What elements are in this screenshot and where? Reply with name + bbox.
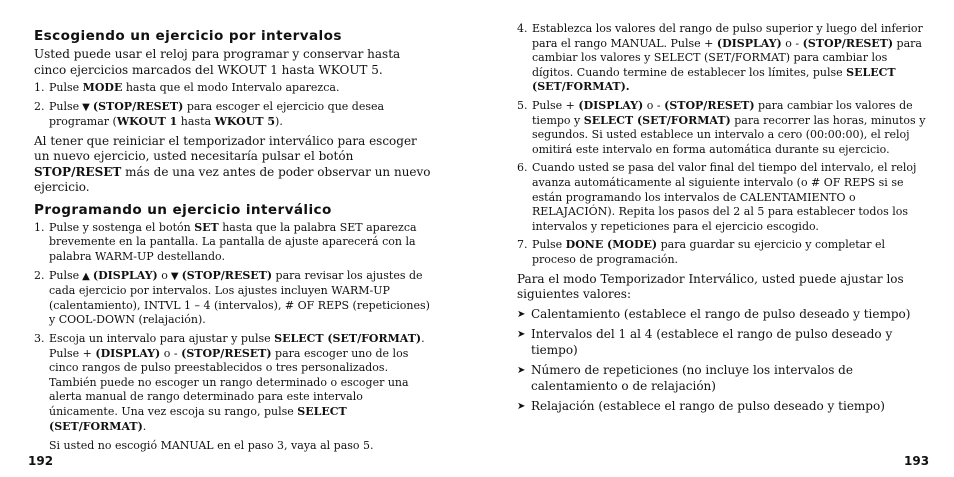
- steps-list-choosing: [34, 81, 434, 130]
- up-triangle-icon: ▲: [82, 270, 90, 282]
- list-item: 7. Pulse DONE (MODE) para guardar su ejercicio y completar el proceso de programación.: [517, 238, 885, 266]
- list-item: 6. Cuando usted se pasa del valor final del tiempo del intervalo, el reloj avanza automáticamente al siguiente intervalo (o # OF REPS si se están programando los intervalos de CALENTAMIENTO o RELAJACIÓN). Repita los pasos del 2 al 5 para establecer todos los intervalos y repeticiones para el ejercicio escogido.: [517, 161, 917, 233]
- section-heading-programming-workout: Programando un ejercicio interválico: [34, 201, 332, 218]
- adjustable-values-list: [517, 307, 929, 415]
- list-item: 2. Pulse ▼ (STOP/RESET) para escoger el ejercicio que desea programar (WKOUT 1 hasta WKOUT 5).: [34, 99, 385, 129]
- down-triangle-icon: ▼: [82, 101, 90, 113]
- list-item: ➤ Calentamiento (establece el rango de pulso deseado y tiempo): [517, 306, 911, 321]
- list-item: ➤ Relajación (establece el rango de pulso deseado y tiempo): [517, 399, 885, 413]
- arrow-bullet-icon: ➤: [517, 401, 526, 412]
- left-page: [34, 22, 434, 458]
- arrow-bullet-icon: ➤: [517, 329, 526, 340]
- list-item: 1. Pulse MODE hasta que el modo Intervalo aparezca.: [34, 81, 340, 94]
- page-number-left: 192: [28, 454, 54, 468]
- list-item: 1. Pulse y sostenga el botón SET hasta que la palabra SET aparezca brevemente en la pantalla. La pantalla de ajuste aparecerá con la palabra WARM-UP destellando.: [34, 220, 417, 263]
- arrow-bullet-icon: ➤: [517, 365, 526, 376]
- right-page: [517, 22, 929, 420]
- arrow-bullet-icon: ➤: [517, 308, 526, 320]
- section-heading-choosing-workout: Escogiendo un ejercicio por intervalos: [34, 28, 342, 44]
- steps-list-continued: [517, 22, 929, 268]
- page-number-right: 193: [904, 454, 930, 468]
- list-item: 4. Establezca los valores del rango de pulso superior y luego del inferior para el rango MANUAL. Pulse + (DISPLAY) o - (STOP/RESET) para cambiar los valores y SELECT (SET/FORMAT) para cambiar los dígitos. Cuando termine de establecer los límites, pulse SELECT (SET/FORMAT).: [517, 22, 923, 94]
- step-subnote: Si usted no escogió MANUAL en el paso 3, vaya al paso 5.: [49, 439, 374, 453]
- list-item: 5. Pulse + (DISPLAY) o - (STOP/RESET) para cambiar los valores de tiempo y SELECT (SET/FORMAT) para recorrer las horas, minutos y segundos. Si usted establece un intervalo a cero (00:00:00), el reloj omitirá este intervalo en forma automática durante su ejercicio.: [517, 98, 926, 156]
- steps-list-programming: [34, 221, 434, 454]
- list-item: 3. Escoja un intervalo para ajustar y pulse SELECT (SET/FORMAT). Pulse + (DISPLAY) o - (STOP/RESET) para escoger uno de los cinco rangos de pulso preestablecidos o tres personalizados. También puede no escoger un rango determinado o escoger una alerta manual de rango determinado para este intervalo únicamente. Una vez escoja su rango, pulse SELECT (SET/FORMAT). Si usted no escogió MANUAL en el paso 3, vaya al paso 5.: [34, 332, 434, 454]
- down-triangle-icon: ▼: [170, 270, 179, 282]
- list-item: 2. Pulse ▲ (DISPLAY) o ▼ (STOP/RESET) para revisar los ajustes de cada ejercicio por intervalos. Los ajustes incluyen WARM-UP (calentamiento), INTVL 1 – 4 (intervalos), # OF REPS (repeticiones) y COOL-DOWN (relajación).: [34, 268, 430, 327]
- intro-paragraph: Usted puede usar el reloj para programar y conservar hasta cinco ejercicios marcados del WKOUT 1 hasta WKOUT 5.: [34, 47, 401, 77]
- list-item: ➤ Número de repeticiones (no incluye los intervalos de calentamiento o de relajación): [517, 363, 853, 393]
- list-item: ➤ Intervalos del 1 al 4 (establece el rango de pulso deseado y tiempo): [517, 327, 893, 357]
- adjustable-values-paragraph: Para el modo Temporizador Interválico, usted puede ajustar los siguientes valores:: [517, 271, 904, 301]
- note-paragraph: Al tener que reiniciar el temporizador interválico para escoger un nuevo ejercicio, usted necesitaría pulsar el botón STOP/RESET más de una vez antes de poder observar un nuevo ejercicio.: [34, 133, 431, 195]
